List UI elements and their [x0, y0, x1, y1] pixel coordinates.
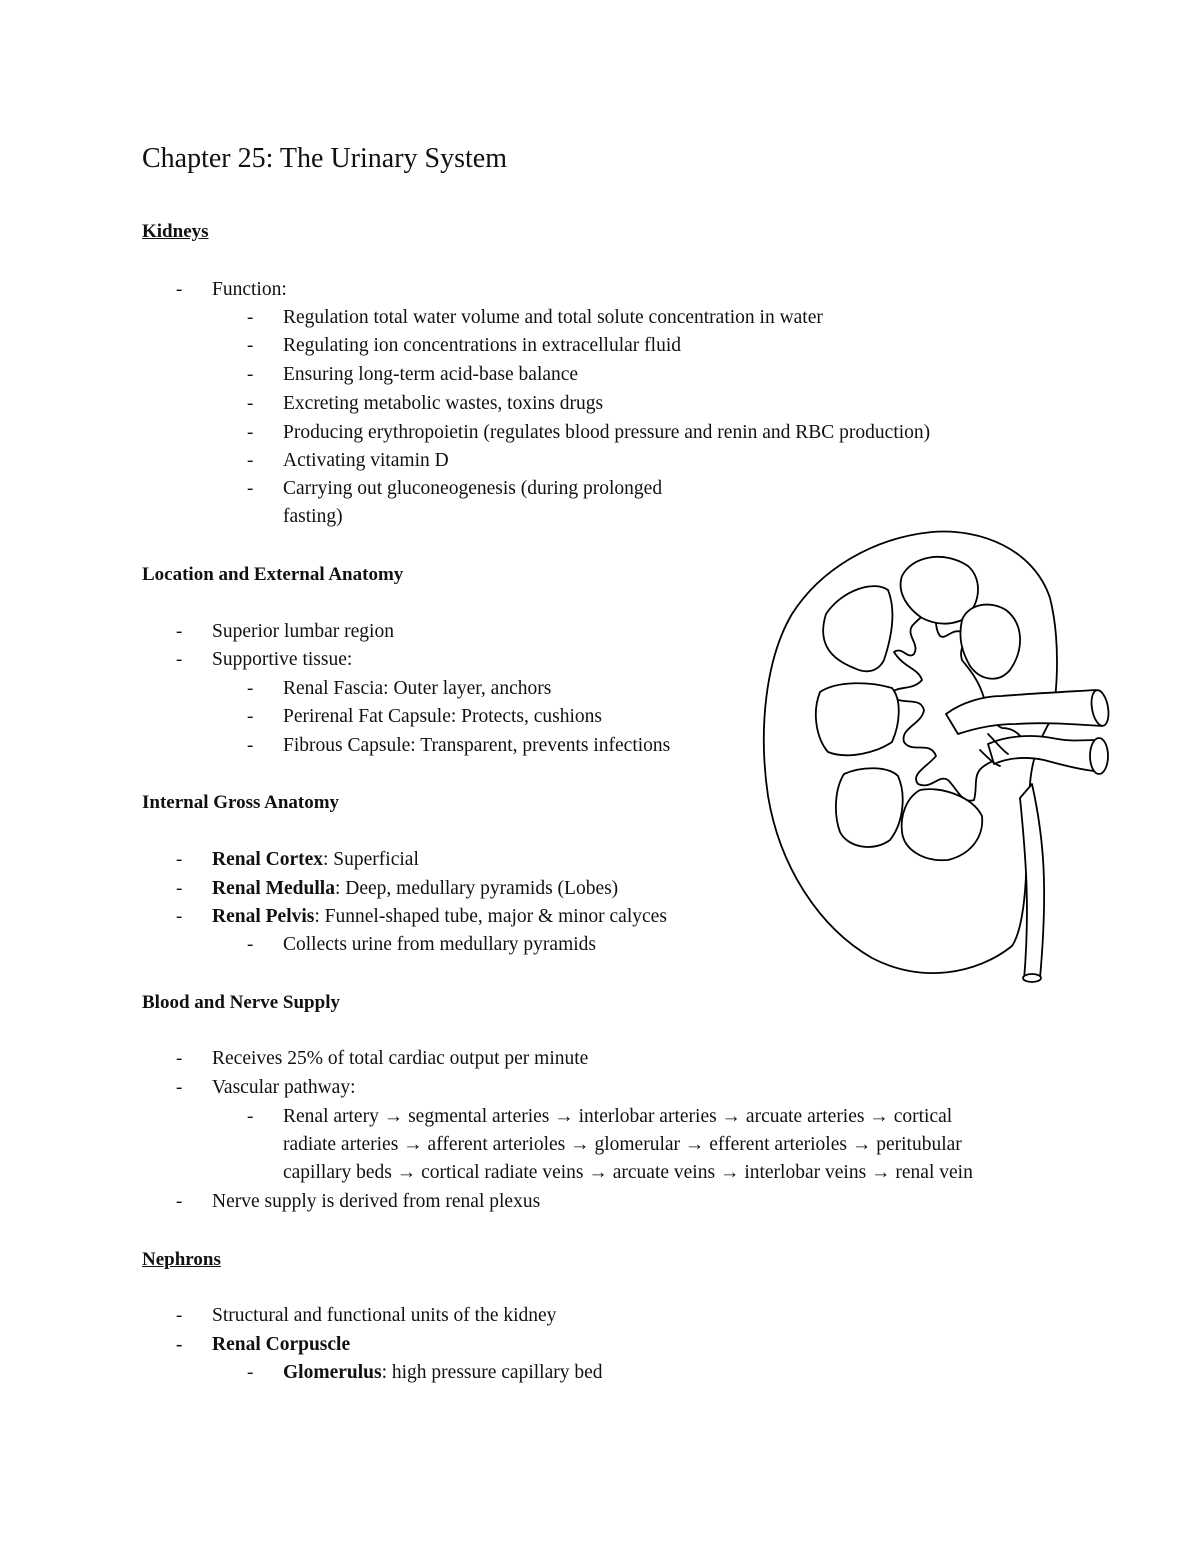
medullary-pyramid	[836, 768, 903, 847]
function-item: Carrying out gluconeogenesis (during prolonged	[283, 478, 663, 499]
bullet-dash: -	[176, 649, 183, 670]
nephron-units: Structural and functional units of the kidney	[212, 1305, 557, 1326]
medullary-pyramid	[816, 683, 899, 755]
heading-nephrons: Nephrons	[142, 1249, 221, 1270]
supportive-label: Supportive tissue:	[212, 649, 353, 670]
tissue-item: Fibrous Capsule: Transparent, prevents infections	[283, 735, 671, 756]
term: Renal Medulla	[212, 878, 335, 899]
internal-item	[212, 848, 419, 872]
bullet-dash: -	[176, 1305, 183, 1326]
bullet-dash: -	[247, 450, 254, 471]
bullet-dash: -	[176, 621, 183, 642]
bullet-dash: -	[176, 849, 183, 870]
bullet-dash: -	[176, 279, 183, 300]
heading-internal: Internal Gross Anatomy	[142, 792, 340, 813]
bullet-dash: -	[247, 393, 254, 414]
tissue-item: Renal Fascia: Outer layer, anchors	[283, 678, 552, 699]
pathway-label: Vascular pathway:	[212, 1077, 356, 1098]
tissue-item: Perirenal Fat Capsule: Protects, cushions	[283, 706, 602, 727]
term: Glomerulus	[283, 1362, 382, 1383]
function-item: Regulation total water volume and total solute concentration in water	[283, 307, 823, 328]
page-title: Chapter 25: The Urinary System	[142, 143, 507, 174]
internal-subitem: Collects urine from medullary pyramids	[283, 934, 597, 955]
bullet-dash: -	[176, 1334, 183, 1355]
location-region: Superior lumbar region	[212, 621, 394, 642]
pathway-line: Renal artery → segmental arteries → interlobar arteries → arcuate arteries → cortical	[283, 1106, 953, 1127]
function-item-continuation: fasting)	[283, 506, 343, 527]
pathway-line: radiate arteries → afferent arterioles → glomerular → efferent arterioles → peritubular	[283, 1134, 962, 1155]
kidney-cross-section-icon	[762, 528, 1118, 988]
heading-blood: Blood and Nerve Supply	[142, 992, 340, 1013]
bullet-dash: -	[247, 1106, 254, 1127]
bullet-dash: -	[247, 934, 254, 955]
bullet-dash: -	[176, 906, 183, 927]
nerve-supply: Nerve supply is derived from renal plexus	[212, 1191, 541, 1212]
function-item: Excreting metabolic wastes, toxins drugs	[283, 393, 604, 414]
bullet-dash: -	[247, 364, 254, 385]
bullet-dash: -	[176, 878, 183, 899]
renal-artery-opening	[1090, 738, 1108, 774]
internal-item	[212, 905, 667, 929]
bullet-dash: -	[247, 735, 254, 756]
term: Renal Cortex	[212, 849, 324, 870]
function-label: Function:	[212, 279, 287, 300]
ureter-opening	[1023, 974, 1041, 982]
term: Renal Pelvis	[212, 906, 315, 927]
heading-kidneys: Kidneys	[142, 221, 209, 242]
bullet-dash: -	[247, 678, 254, 699]
bullet-dash: -	[176, 1048, 183, 1069]
function-item: Activating vitamin D	[283, 450, 449, 471]
heading-location: Location and External Anatomy	[142, 564, 404, 585]
desc: : Superficial	[323, 849, 419, 870]
pathway-line: capillary beds → cortical radiate veins → arcuate veins → interlobar veins → renal vein	[283, 1162, 973, 1183]
function-item: Producing erythropoietin (regulates blood pressure and renin and RBC production)	[283, 422, 931, 443]
bullet-dash: -	[247, 1362, 254, 1383]
desc: : Deep, medullary pyramids (Lobes)	[334, 878, 619, 899]
desc: : Funnel-shaped tube, major & minor calyces	[314, 906, 667, 927]
internal-item	[212, 877, 618, 901]
bullet-dash: -	[247, 422, 254, 443]
bullet-dash: -	[247, 335, 254, 356]
function-item: Regulating ion concentrations in extracellular fluid	[283, 335, 681, 356]
function-item: Ensuring long-term acid-base balance	[283, 364, 579, 385]
bullet-dash: -	[247, 478, 254, 499]
renal-corpuscle	[212, 1333, 350, 1357]
bullet-dash: -	[247, 706, 254, 727]
bullet-dash: -	[247, 307, 254, 328]
blood-cardiac: Receives 25% of total cardiac output per minute	[212, 1048, 589, 1069]
bullet-dash: -	[176, 1077, 183, 1098]
term: Renal Corpuscle	[212, 1334, 351, 1355]
bullet-dash: -	[176, 1191, 183, 1212]
glomerulus-item	[283, 1361, 603, 1385]
desc: : high pressure capillary bed	[381, 1362, 603, 1383]
